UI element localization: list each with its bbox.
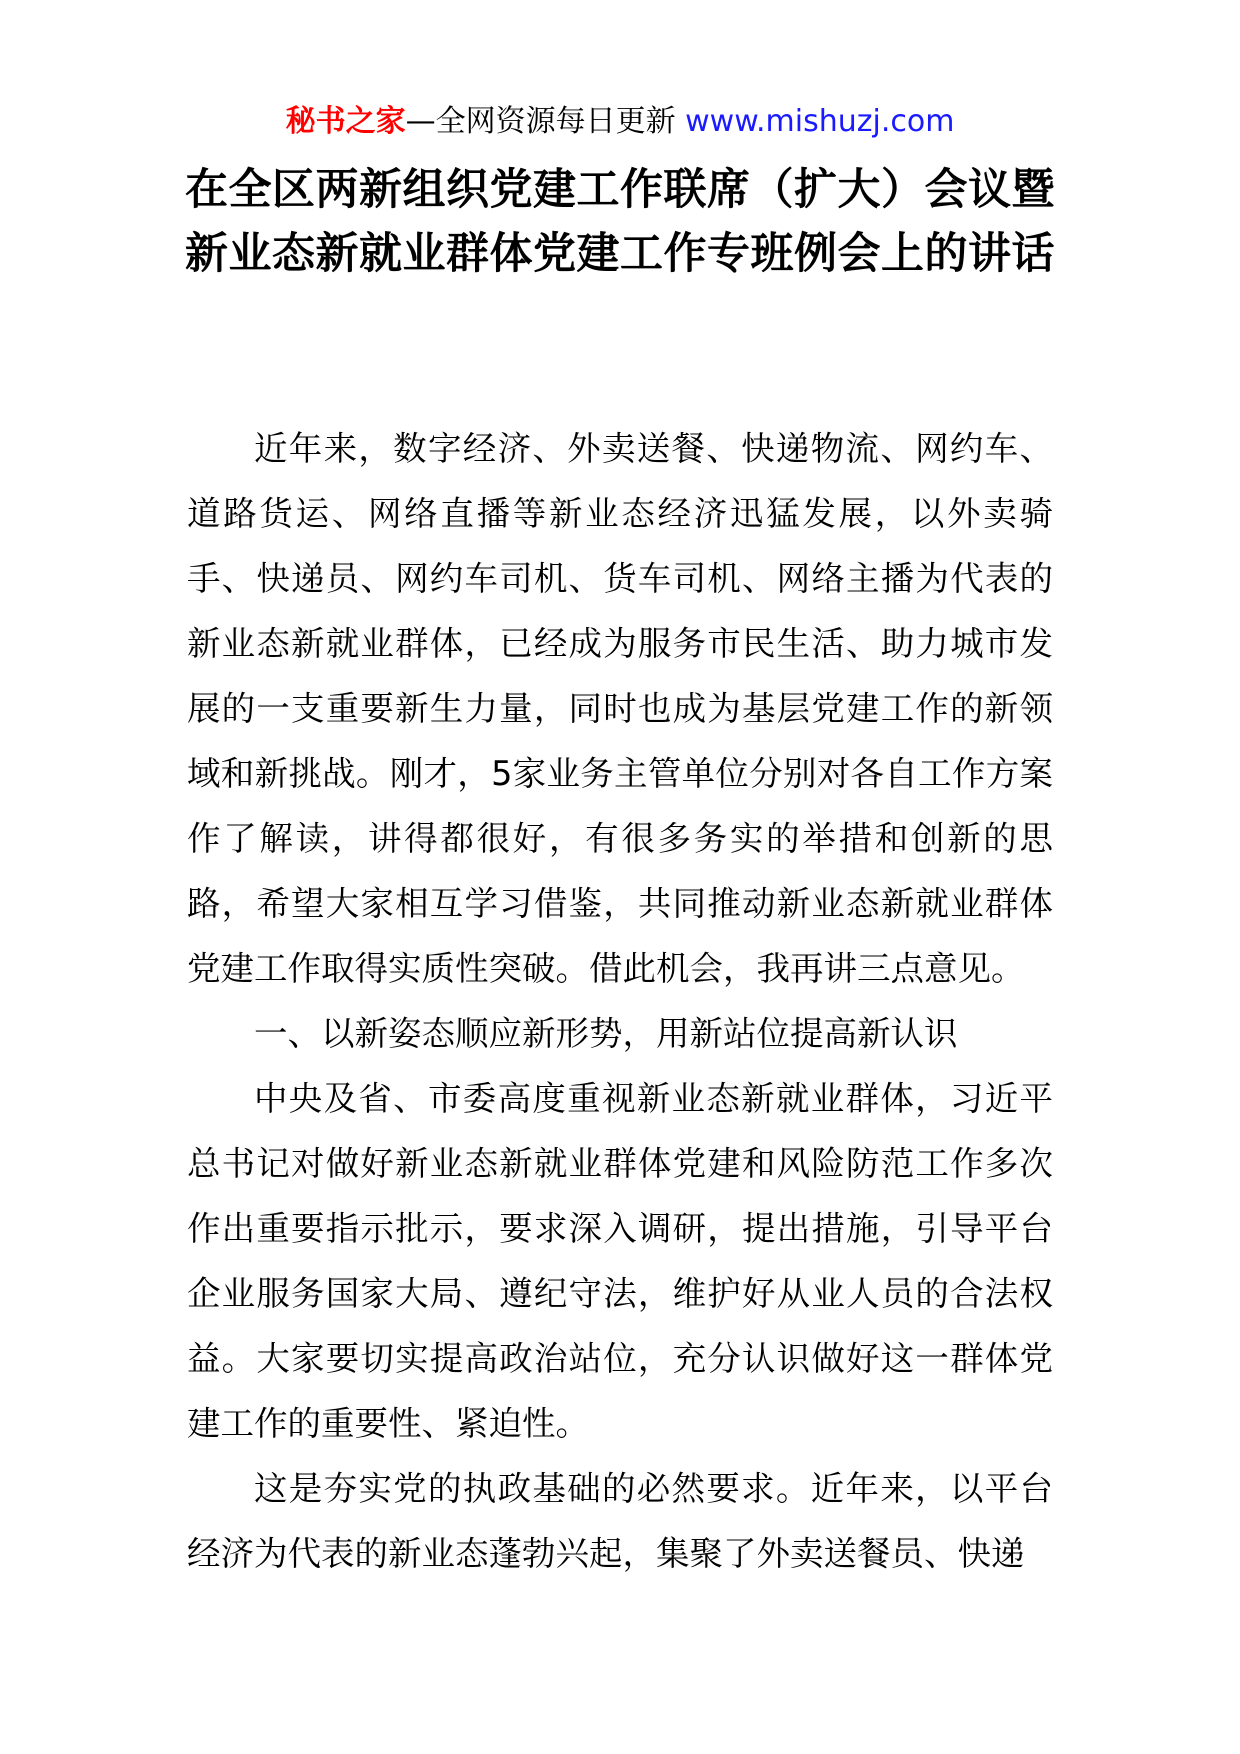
site-tagline: —全网资源每日更新 <box>405 104 676 139</box>
body-paragraph-central-importance: 中央及省、市委高度重视新业态新就业群体，习近平总书记对做好新业态新就业群体党建和风险防范工作多次作出重要指示批示，要求深入调研，提出措施，引导平台企业服务国家大局、遵纪守法，维护好从业人员的合法权益。大家要切实提高政治站位，充分认识做好这一群体党建工作的重要性、紧迫性。 <box>187 1079 1053 1443</box>
site-header <box>0 101 1240 143</box>
body-paragraph-intro: 近年来，数字经济、外卖送餐、快递物流、网约车、道路货运、网络直播等新业态经济迅猛发展，以外卖骑手、快递员、网约车司机、货车司机、网络主播为代表的新业态新就业群体，已经成为服务市民生活、助力城市发展的一支重要新生力量，同时也成为基层党建工作的新领域和新挑战。刚才，5家业务主管单位分别对各自工作方案作了解读，讲得都很好，有很多务实的举措和创新的思路，希望大家相互学习借鉴，共同推动新业态新就业群体党建工作取得实质性突破。借此机会，我再讲三点意见。 <box>187 429 1053 988</box>
document-body <box>187 416 1053 1586</box>
section-heading-1: 一、以新姿态顺应新形势，用新站位提高新认识 <box>254 1014 958 1053</box>
site-brand: 秘书之家 <box>285 104 406 139</box>
site-url-link[interactable]: www.mishuzj.com <box>685 104 955 139</box>
body-paragraph-foundation: 这是夯实党的执政基础的必然要求。近年来，以平台经济为代表的新业态蓬勃兴起，集聚了外卖送餐员、快递 <box>187 1469 1053 1573</box>
document-title: 在全区两新组织党建工作联席（扩大）会议暨新业态新就业群体党建工作专班例会上的讲话 <box>185 165 1055 279</box>
